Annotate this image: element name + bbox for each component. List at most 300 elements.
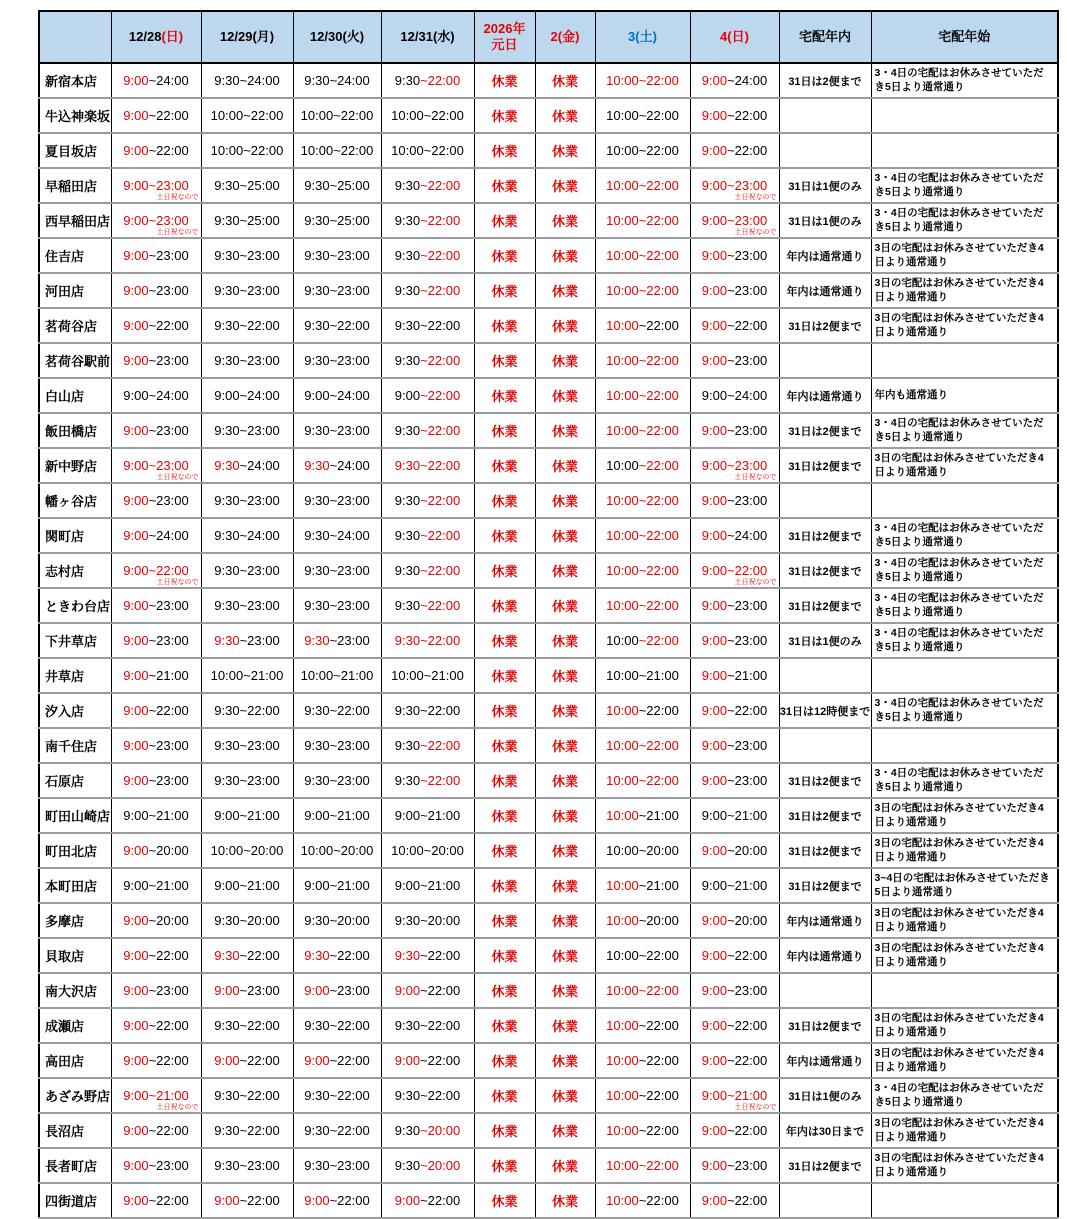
close-time: ~21:00 bbox=[148, 1088, 189, 1103]
closed-label: 休業 bbox=[491, 739, 518, 754]
close-time: ~23:00 bbox=[727, 633, 768, 648]
closed-label: 休業 bbox=[551, 529, 578, 544]
hours-cell bbox=[690, 378, 779, 413]
store-name: 新宿本店 bbox=[39, 63, 111, 98]
hours-cell bbox=[111, 273, 201, 308]
delivery-yearend: 31日は2便まで bbox=[779, 798, 871, 833]
delivery-newyear: 年内も通常通り bbox=[871, 378, 1058, 413]
close-time: ~22:00 bbox=[638, 563, 679, 578]
close-time: ~20:00 bbox=[148, 913, 189, 928]
closed-label: 休業 bbox=[491, 389, 518, 404]
open-time: 10:00 bbox=[210, 843, 244, 858]
close-time: ~22:00 bbox=[239, 1088, 280, 1103]
open-time: 10:00 bbox=[606, 913, 639, 928]
close-time: ~22:00 bbox=[420, 318, 461, 333]
store-name: ときわ台店 bbox=[39, 588, 111, 623]
hours-cell bbox=[381, 448, 474, 483]
hours-cell bbox=[690, 1113, 779, 1148]
close-time: ~23:00 bbox=[727, 598, 768, 613]
open-time: 9:00 bbox=[394, 808, 421, 823]
hours-cell bbox=[381, 588, 474, 623]
hours-cell bbox=[381, 693, 474, 728]
header-day-text: (水) bbox=[432, 28, 455, 44]
hours-cell bbox=[111, 238, 201, 273]
hours-cell bbox=[111, 833, 201, 868]
close-time: ~23:00 bbox=[329, 423, 370, 438]
close-time: ~21:00 bbox=[727, 668, 768, 683]
close-time: ~21:00 bbox=[329, 808, 370, 823]
hours-cell bbox=[381, 273, 474, 308]
open-time: 9:00 bbox=[123, 143, 149, 158]
store-row bbox=[39, 938, 1058, 973]
close-time: ~22:00 bbox=[638, 248, 679, 263]
closed-cell bbox=[535, 98, 595, 133]
closed-label: 休業 bbox=[551, 914, 578, 929]
close-time: ~22:00 bbox=[329, 948, 370, 963]
delivery-yearend: 31日は2便まで bbox=[779, 413, 871, 448]
open-time: 9:00 bbox=[701, 843, 728, 858]
hours-cell bbox=[201, 308, 293, 343]
column-header-date bbox=[111, 11, 201, 63]
close-time: ~23:00 bbox=[329, 563, 370, 578]
hours-cell bbox=[201, 833, 293, 868]
hours-cell bbox=[293, 658, 381, 693]
close-time: ~20:00 bbox=[727, 843, 768, 858]
hours-cell bbox=[595, 63, 690, 98]
open-time: 9:30 bbox=[394, 1088, 421, 1103]
close-time: ~23:00 bbox=[148, 1158, 189, 1173]
store-row bbox=[39, 1113, 1058, 1148]
closed-cell bbox=[474, 833, 535, 868]
header-date-text: 12/28 bbox=[128, 28, 162, 44]
open-time: 9:00 bbox=[394, 1193, 421, 1208]
header-date-text: 3 bbox=[628, 28, 636, 44]
close-time: ~21:00 bbox=[148, 808, 189, 823]
close-time: ~23:00 bbox=[148, 493, 189, 508]
open-time: 10:00 bbox=[391, 143, 424, 158]
close-time: ~24:00 bbox=[329, 73, 370, 88]
close-time: ~23:00 bbox=[727, 283, 768, 298]
hours-cell bbox=[690, 1078, 779, 1113]
hours-cell bbox=[111, 413, 201, 448]
closed-cell bbox=[474, 693, 535, 728]
open-time: 9:00 bbox=[123, 213, 149, 228]
open-time: 9:00 bbox=[701, 108, 728, 123]
open-time: 9:30 bbox=[214, 1088, 240, 1103]
close-time: ~22:00 bbox=[148, 948, 189, 963]
hours-cell bbox=[381, 518, 474, 553]
hours-cell bbox=[111, 378, 201, 413]
closed-label: 休業 bbox=[491, 144, 518, 159]
delivery-newyear: 3日の宅配はお休みさせていただき4日より通常通り bbox=[871, 1043, 1058, 1078]
open-time: 9:00 bbox=[123, 948, 149, 963]
closed-label: 休業 bbox=[491, 1194, 518, 1209]
open-time: 9:00 bbox=[123, 598, 149, 613]
hours-cell bbox=[381, 1113, 474, 1148]
hours-cell bbox=[111, 133, 201, 168]
open-time: 10:00 bbox=[606, 1088, 639, 1103]
hours-cell bbox=[595, 1008, 690, 1043]
hours-cell bbox=[201, 658, 293, 693]
store-row bbox=[39, 448, 1058, 483]
delivery-yearend: 31日は1便のみ bbox=[779, 623, 871, 658]
delivery-yearend: 31日は12時便まで bbox=[779, 693, 871, 728]
hours-cell bbox=[293, 273, 381, 308]
closed-label: 休業 bbox=[551, 214, 578, 229]
open-time: 9:00 bbox=[701, 738, 728, 753]
close-time: ~20:00 bbox=[239, 913, 280, 928]
table-body bbox=[39, 63, 1058, 1218]
delivery-yearend bbox=[779, 343, 871, 378]
open-time: 10:00 bbox=[391, 108, 424, 123]
close-time: ~23:00 bbox=[329, 1158, 370, 1173]
close-time: ~24:00 bbox=[329, 528, 370, 543]
open-time: 9:30 bbox=[394, 283, 421, 298]
store-name: 井草店 bbox=[39, 658, 111, 693]
closed-cell bbox=[535, 203, 595, 238]
close-time: ~22:00 bbox=[727, 1018, 768, 1033]
hours-cell bbox=[111, 448, 201, 483]
close-time: ~22:00 bbox=[638, 73, 679, 88]
hours-cell bbox=[381, 238, 474, 273]
open-time: 10:00 bbox=[606, 598, 639, 613]
close-time: ~22:00 bbox=[420, 493, 461, 508]
close-time: ~22:00 bbox=[638, 143, 679, 158]
store-row bbox=[39, 868, 1058, 903]
closed-label: 休業 bbox=[491, 109, 518, 124]
hours-cell bbox=[201, 1008, 293, 1043]
hours-cell bbox=[293, 693, 381, 728]
closed-label: 休業 bbox=[491, 984, 518, 999]
open-time: 9:00 bbox=[123, 528, 149, 543]
hours-cell bbox=[595, 378, 690, 413]
store-row bbox=[39, 693, 1058, 728]
closed-label: 休業 bbox=[551, 1019, 578, 1034]
hours-cell bbox=[201, 203, 293, 238]
store-row bbox=[39, 483, 1058, 518]
hours-cell bbox=[381, 203, 474, 238]
closed-label: 休業 bbox=[491, 529, 518, 544]
delivery-yearend bbox=[779, 658, 871, 693]
open-time: 9:00 bbox=[701, 773, 728, 788]
open-time: 9:30 bbox=[304, 213, 330, 228]
open-time: 10:00 bbox=[210, 108, 244, 123]
weekend-note: 土日祝なので bbox=[156, 1104, 199, 1112]
close-time: ~23:00 bbox=[727, 353, 768, 368]
hours-cell bbox=[690, 1043, 779, 1078]
close-time: ~23:00 bbox=[329, 598, 370, 613]
delivery-yearend bbox=[779, 98, 871, 133]
store-name: 成瀬店 bbox=[39, 1008, 111, 1043]
header-date-text: 12/31 bbox=[400, 28, 433, 44]
close-time: ~23:00 bbox=[727, 458, 768, 473]
delivery-yearend: 31日は2便まで bbox=[779, 833, 871, 868]
hours-cell bbox=[111, 203, 201, 238]
close-time: ~22:00 bbox=[638, 458, 679, 473]
close-time: ~22:00 bbox=[420, 423, 461, 438]
hours-cell bbox=[201, 98, 293, 133]
store-name: 高田店 bbox=[39, 1043, 111, 1078]
hours-cell bbox=[201, 1043, 293, 1078]
delivery-newyear: 3日の宅配はお休みさせていただき4日より通常通り bbox=[871, 798, 1058, 833]
hours-cell bbox=[690, 308, 779, 343]
closed-label: 休業 bbox=[491, 1089, 518, 1104]
header-row bbox=[39, 11, 1058, 63]
store-row bbox=[39, 343, 1058, 378]
delivery-newyear bbox=[871, 658, 1058, 693]
hours-cell bbox=[201, 1183, 293, 1218]
open-time: 9:30 bbox=[214, 1123, 240, 1138]
hours-cell bbox=[111, 763, 201, 798]
open-time: 9:30 bbox=[394, 1018, 421, 1033]
hours-cell bbox=[111, 1183, 201, 1218]
delivery-newyear bbox=[871, 728, 1058, 763]
store-name: あざみ野店 bbox=[39, 1078, 111, 1113]
open-time: 9:00 bbox=[394, 878, 421, 893]
open-time: 9:00 bbox=[123, 178, 149, 193]
header-day-text: (日) bbox=[727, 28, 749, 44]
store-row bbox=[39, 378, 1058, 413]
open-time: 9:30 bbox=[394, 318, 421, 333]
open-time: 9:30 bbox=[304, 353, 330, 368]
open-time: 9:30 bbox=[214, 178, 240, 193]
open-time: 9:30 bbox=[304, 1088, 330, 1103]
open-time: 9:30 bbox=[214, 703, 240, 718]
hours-cell bbox=[595, 238, 690, 273]
store-row bbox=[39, 833, 1058, 868]
open-time: 9:00 bbox=[701, 1123, 728, 1138]
open-time: 9:00 bbox=[304, 1053, 330, 1068]
close-time: ~23:00 bbox=[727, 983, 768, 998]
hours-cell bbox=[381, 798, 474, 833]
open-time: 10:00 bbox=[300, 843, 334, 858]
close-time: ~22:00 bbox=[420, 458, 461, 473]
close-time: ~22:00 bbox=[420, 738, 461, 753]
closed-label: 休業 bbox=[551, 249, 578, 264]
column-header-date bbox=[293, 11, 381, 63]
closed-label: 休業 bbox=[491, 494, 518, 509]
close-time: ~22:00 bbox=[727, 108, 768, 123]
close-time: ~23:00 bbox=[148, 178, 189, 193]
hours-cell bbox=[201, 168, 293, 203]
hours-cell bbox=[595, 903, 690, 938]
open-time: 10:00 bbox=[606, 283, 639, 298]
hours-cell bbox=[201, 518, 293, 553]
close-time: ~23:00 bbox=[148, 423, 189, 438]
closed-label: 休業 bbox=[491, 1159, 518, 1174]
close-time: ~22:00 bbox=[638, 1123, 679, 1138]
close-time: ~23:00 bbox=[239, 423, 280, 438]
close-time: ~23:00 bbox=[148, 773, 189, 788]
hours-cell bbox=[595, 973, 690, 1008]
close-time: ~22:00 bbox=[727, 1053, 768, 1068]
close-time: ~22:00 bbox=[638, 283, 679, 298]
close-time: ~23:00 bbox=[727, 178, 768, 193]
open-time: 9:00 bbox=[123, 843, 149, 858]
hours-cell bbox=[111, 98, 201, 133]
weekend-note: 土日祝なので bbox=[734, 579, 777, 587]
close-time: ~22:00 bbox=[148, 563, 189, 578]
close-time: ~20:00 bbox=[727, 913, 768, 928]
close-time: ~22:00 bbox=[420, 983, 461, 998]
delivery-yearend: 31日は2便まで bbox=[779, 63, 871, 98]
hours-cell bbox=[111, 553, 201, 588]
closed-label: 休業 bbox=[551, 74, 578, 89]
close-time: ~23:00 bbox=[148, 738, 189, 753]
open-time: 9:30 bbox=[304, 248, 330, 263]
hours-cell bbox=[595, 133, 690, 168]
open-time: 9:30 bbox=[394, 213, 421, 228]
close-time: ~22:00 bbox=[239, 1018, 280, 1033]
closed-cell bbox=[535, 378, 595, 413]
open-time: 9:00 bbox=[701, 178, 728, 193]
hours-cell bbox=[293, 98, 381, 133]
close-time: ~23:00 bbox=[329, 773, 370, 788]
delivery-yearend bbox=[779, 483, 871, 518]
closed-cell bbox=[535, 868, 595, 903]
delivery-newyear: 3・4日の宅配はお休みさせていただき5日より通常通り bbox=[871, 203, 1058, 238]
column-header-date bbox=[201, 11, 293, 63]
open-time: 10:00 bbox=[606, 213, 639, 228]
close-time: ~22:00 bbox=[638, 598, 679, 613]
hours-cell bbox=[293, 553, 381, 588]
open-time: 9:00 bbox=[214, 878, 240, 893]
close-time: ~22:00 bbox=[148, 1053, 189, 1068]
close-time: ~22:00 bbox=[727, 318, 768, 333]
hours-cell bbox=[293, 763, 381, 798]
close-time: ~22:00 bbox=[420, 73, 461, 88]
close-time: ~23:00 bbox=[727, 773, 768, 788]
open-time: 9:30 bbox=[304, 178, 330, 193]
delivery-newyear bbox=[871, 98, 1058, 133]
closed-cell bbox=[535, 238, 595, 273]
hours-cell bbox=[690, 1183, 779, 1218]
hours-cell bbox=[381, 658, 474, 693]
close-time: ~21:00 bbox=[638, 668, 679, 683]
hours-cell bbox=[595, 623, 690, 658]
store-name: 関町店 bbox=[39, 518, 111, 553]
closed-cell bbox=[535, 903, 595, 938]
open-time: 9:30 bbox=[304, 633, 330, 648]
open-time: 9:30 bbox=[394, 178, 421, 193]
hours-cell bbox=[690, 798, 779, 833]
close-time: ~21:00 bbox=[727, 1088, 768, 1103]
close-time: ~22:00 bbox=[423, 143, 464, 158]
hours-cell bbox=[381, 483, 474, 518]
hours-cell bbox=[201, 938, 293, 973]
open-time: 9:00 bbox=[701, 1193, 728, 1208]
open-time: 9:00 bbox=[701, 143, 728, 158]
store-row bbox=[39, 413, 1058, 448]
closed-cell bbox=[535, 413, 595, 448]
header-date-text: 12/29 bbox=[219, 28, 253, 44]
closed-cell bbox=[535, 1148, 595, 1183]
hours-cell bbox=[201, 133, 293, 168]
closed-cell bbox=[535, 63, 595, 98]
hours-cell bbox=[293, 833, 381, 868]
close-time: ~25:00 bbox=[239, 178, 280, 193]
open-time: 9:30 bbox=[214, 1158, 240, 1173]
close-time: ~22:00 bbox=[333, 108, 374, 123]
closed-cell bbox=[535, 133, 595, 168]
delivery-yearend: 年内は通常通り bbox=[779, 1043, 871, 1078]
open-time: 9:00 bbox=[701, 1018, 728, 1033]
open-time: 9:30 bbox=[304, 73, 330, 88]
hours-cell bbox=[381, 1148, 474, 1183]
close-time: ~21:00 bbox=[333, 668, 374, 683]
open-time: 9:00 bbox=[701, 353, 728, 368]
delivery-newyear: 3・4日の宅配はお休みさせていただき5日より通常通り bbox=[871, 693, 1058, 728]
store-name: 南千住店 bbox=[39, 728, 111, 763]
weekend-note: 土日祝なので bbox=[734, 194, 777, 202]
close-time: ~22:00 bbox=[638, 493, 679, 508]
hours-cell bbox=[381, 1008, 474, 1043]
delivery-newyear bbox=[871, 483, 1058, 518]
open-time: 9:00 bbox=[123, 73, 149, 88]
close-time: ~23:00 bbox=[727, 1158, 768, 1173]
close-time: ~23:00 bbox=[239, 353, 280, 368]
hours-cell bbox=[293, 1148, 381, 1183]
close-time: ~24:00 bbox=[329, 388, 370, 403]
closed-cell bbox=[535, 693, 595, 728]
closed-label: 休業 bbox=[491, 354, 518, 369]
delivery-newyear: 3日の宅配はお休みさせていただき4日より通常通り bbox=[871, 938, 1058, 973]
close-time: ~22:00 bbox=[329, 318, 370, 333]
close-time: ~23:00 bbox=[727, 423, 768, 438]
delivery-yearend: 年内は通常通り bbox=[779, 273, 871, 308]
open-time: 9:00 bbox=[123, 1088, 149, 1103]
open-time: 9:30 bbox=[394, 1158, 421, 1173]
close-time: ~23:00 bbox=[239, 773, 280, 788]
open-time: 9:30 bbox=[214, 213, 240, 228]
open-time: 9:30 bbox=[394, 423, 421, 438]
open-time: 10:00 bbox=[606, 458, 639, 473]
close-time: ~22:00 bbox=[420, 528, 461, 543]
close-time: ~20:00 bbox=[420, 1123, 461, 1138]
closed-cell bbox=[474, 308, 535, 343]
closed-label: 休業 bbox=[551, 949, 578, 964]
closed-label: 休業 bbox=[551, 809, 578, 824]
close-time: ~21:00 bbox=[727, 878, 768, 893]
open-time: 9:00 bbox=[701, 528, 728, 543]
hours-cell bbox=[293, 238, 381, 273]
open-time: 9:00 bbox=[123, 353, 149, 368]
open-time: 9:00 bbox=[123, 983, 149, 998]
header-date-text: 12/30 bbox=[309, 28, 343, 44]
header-newyear-line2: 元日 bbox=[491, 37, 518, 52]
closed-label: 休業 bbox=[491, 249, 518, 264]
close-time: ~21:00 bbox=[420, 808, 461, 823]
delivery-newyear: 3・4日の宅配はお休みさせていただき5日より通常通り bbox=[871, 623, 1058, 658]
open-time: 10:00 bbox=[606, 773, 639, 788]
open-time: 9:00 bbox=[394, 388, 421, 403]
closed-cell bbox=[474, 133, 535, 168]
delivery-newyear: 3・4日の宅配はお休みさせていただき5日より通常通り bbox=[871, 413, 1058, 448]
open-time: 9:00 bbox=[701, 458, 728, 473]
close-time: ~22:00 bbox=[148, 318, 189, 333]
open-time: 9:00 bbox=[701, 703, 728, 718]
delivery-newyear: 3日の宅配はお休みさせていただき4日より通常通り bbox=[871, 1148, 1058, 1183]
open-time: 9:00 bbox=[701, 248, 728, 263]
open-time: 9:00 bbox=[123, 1193, 149, 1208]
open-time: 9:00 bbox=[123, 913, 149, 928]
delivery-newyear: 3日の宅配はお休みさせていただき4日より通常通り bbox=[871, 833, 1058, 868]
delivery-newyear: 3~4日の宅配はお休みさせていただき5日より通常通り bbox=[871, 868, 1058, 903]
closed-cell bbox=[474, 343, 535, 378]
close-time: ~21:00 bbox=[239, 878, 280, 893]
open-time: 10:00 bbox=[606, 808, 639, 823]
open-time: 9:00 bbox=[394, 1053, 421, 1068]
